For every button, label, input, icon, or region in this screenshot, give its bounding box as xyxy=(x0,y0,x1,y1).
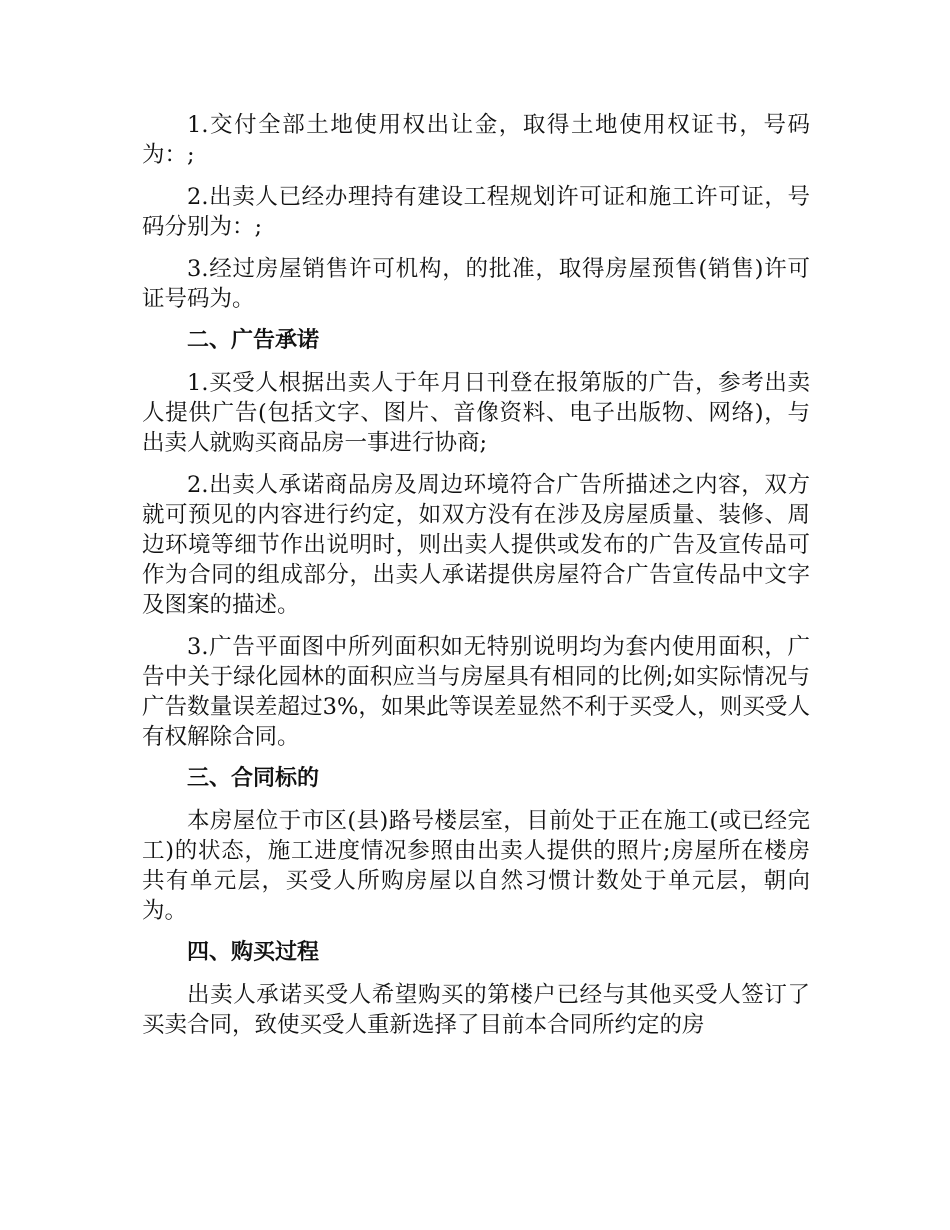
document-page xyxy=(142,110,810,1052)
clause-paragraph: 1.买受人根据出卖人于年月日刊登在报第版的广告，参考出卖人提供广告(包括文字、图片、音像资料、电子出版物、网络)，与出卖人就购买商品房一事进行协商; xyxy=(142,370,810,456)
section-heading-advertising: 二、广告承诺 xyxy=(187,328,320,353)
section-heading-purchase: 四、购买过程 xyxy=(187,940,320,965)
clause-paragraph: 2.出卖人已经办理持有建设工程规划许可证和施工许可证，号码分别为：; xyxy=(142,184,810,240)
section-heading-subject: 三、合同标的 xyxy=(187,766,320,791)
clause-paragraph: 出卖人承诺买受人希望购买的第楼户已经与其他买受人签订了买卖合同，致使买受人重新选择了目前本合同所约定的房 xyxy=(142,982,810,1038)
clause-paragraph: 3.广告平面图中所列面积如无特别说明均为套内使用面积，广告中关于绿化园林的面积应当与房屋具有相同的比例;如实际情况与广告数量误差超过3%，如果此等误差显然不利于买受人，则买受人有权解除合同。 xyxy=(142,634,810,750)
clause-paragraph: 3.经过房屋销售许可机构，的批准，取得房屋预售(销售)许可证号码为。 xyxy=(142,256,810,312)
clause-paragraph: 2.出卖人承诺商品房及周边环境符合广告所描述之内容，双方就可预见的内容进行约定，如双方没有在涉及房屋质量、装修、周边环境等细节作出说明时，则出卖人提供或发布的广告及宣传品可作为合同的组成部分，出卖人承诺提供房屋符合广告宣传品中文字及图案的描述。 xyxy=(142,472,810,618)
clause-paragraph: 1.交付全部土地使用权出让金，取得土地使用权证书，号码为：; xyxy=(142,112,810,168)
clause-paragraph: 本房屋位于市区(县)路号楼层室，目前处于正在施工(或已经完工)的状态，施工进度情况参照由出卖人提供的照片;房屋所在楼房共有单元层，买受人所购房屋以自然习惯计数处于单元层，朝向为。 xyxy=(142,808,810,924)
